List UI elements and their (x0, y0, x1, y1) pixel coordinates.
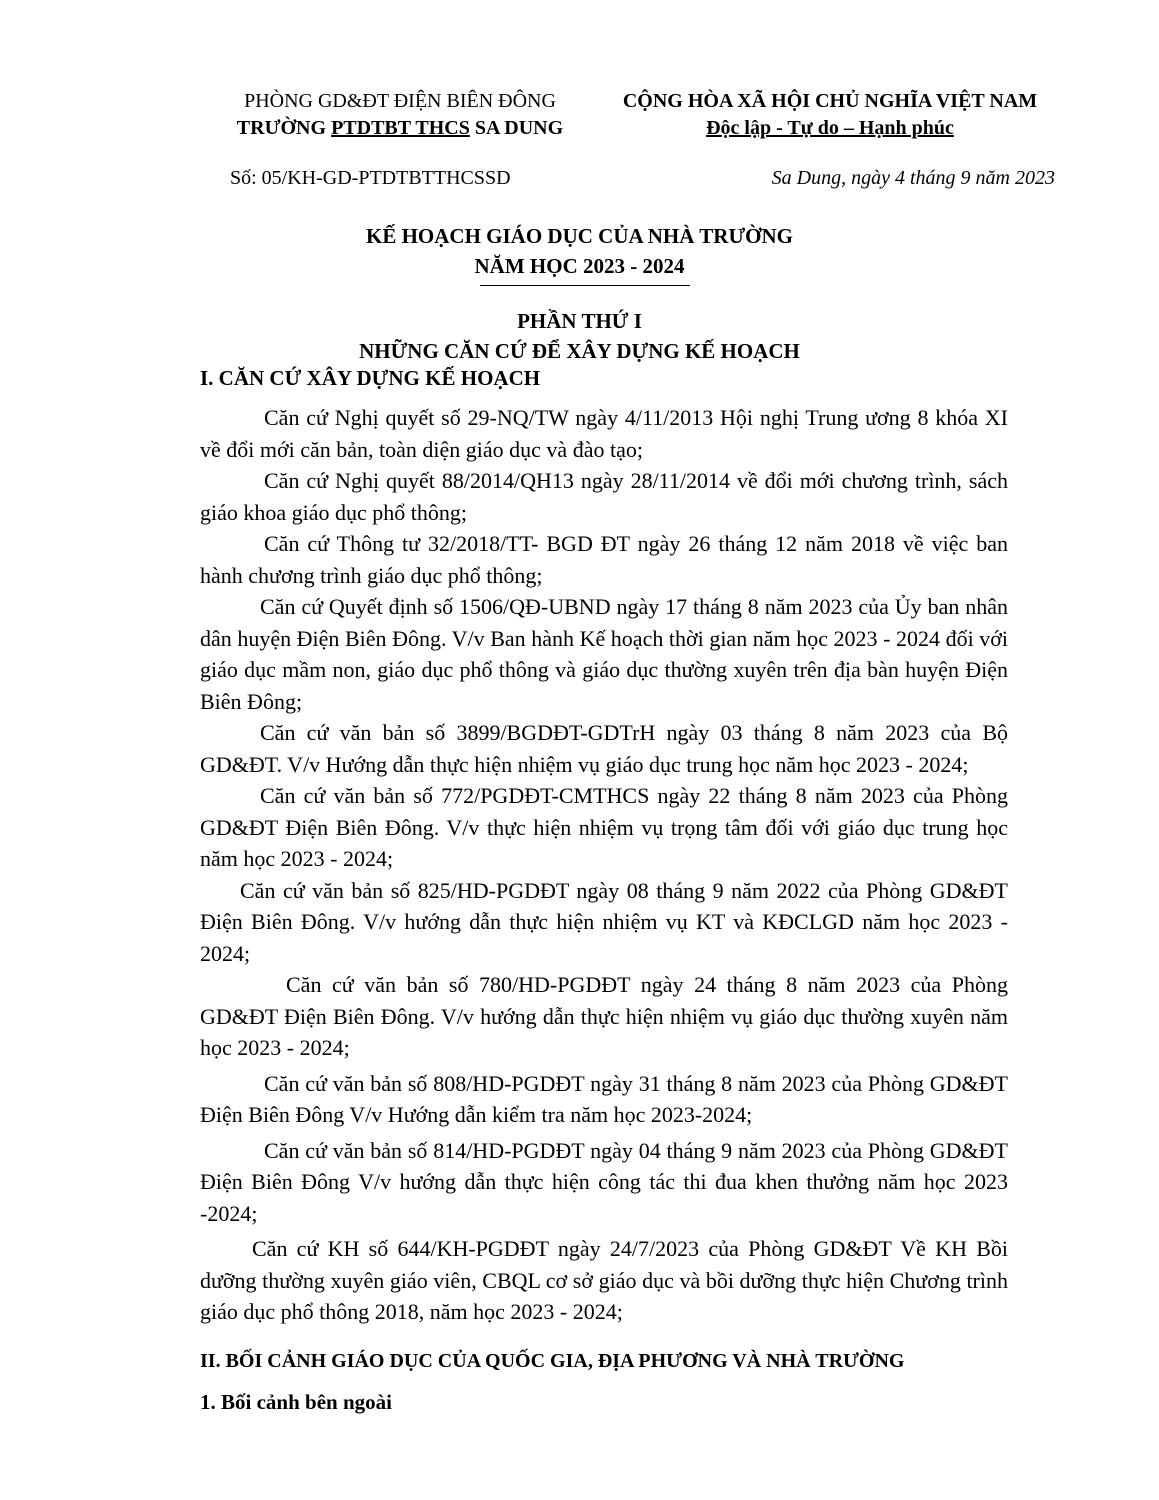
issuer-block (190, 88, 610, 142)
part-heading (0, 306, 1159, 366)
basis-paragraph: Căn cứ văn bản số 772/PGDĐT-CMTHCS ngày 22 tháng 8 năm 2023 của Phòng GD&ĐT Điện Biên Đông. V/v thực hiện nhiệm vụ trọng tâm đối với giáo dục trung học năm học 2023 - 2024; (200, 783, 1008, 871)
part-name: PHẦN THỨ I (517, 309, 642, 333)
agency-name: PHÒNG GD&ĐT ĐIỆN BIÊN ĐÔNG (244, 90, 556, 112)
basis-paragraph: Căn cứ văn bản số 3899/BGDĐT-GDTrH ngày 03 tháng 8 năm 2023 của Bộ GD&ĐT. V/v Hướng dẫn thực hiện nhiệm vụ giáo dục trung học năm học 2023 - 2024; (200, 720, 1008, 777)
basis-paragraph: Căn cứ văn bản số 780/HD-PGDĐT ngày 24 tháng 8 năm 2023 của Phòng GD&ĐT Điện Biên Đông. V/v hướng dẫn thực hiện nhiệm vụ giáo dục thường xuyên năm học 2023 - 2024; (200, 972, 1008, 1060)
section-1-body (200, 402, 1008, 1328)
school-prefix: TRƯỜNG (236, 117, 332, 139)
basis-paragraph: Căn cứ KH số 644/KH-PGDĐT ngày 24/7/2023 của Phòng GD&ĐT Về KH Bồi dưỡng thường xuyên giáo viên, CBQL cơ sở giáo dục và bồi dưỡng thực hiện Chương trình giáo dục phổ thông 2018, năm học 2023 - 2024; (200, 1236, 1008, 1324)
nation-name: CỘNG HÒA XÃ HỘI CHỦ NGHĨA VIỆT NAM (622, 90, 1038, 112)
basis-paragraph: Căn cứ văn bản số 808/HD-PGDĐT ngày 31 tháng 8 năm 2023 của Phòng GD&ĐT Điện Biên Đông V/v Hướng dẫn kiểm tra năm học 2023-2024; (200, 1070, 1008, 1127)
section-2-subheading: 1. Bối cảnh bên ngoài (200, 1390, 392, 1414)
title-line-2: NĂM HỌC 2023 - 2024 (474, 254, 685, 278)
title-line-1: KẾ HOẠCH GIÁO DỤC CỦA NHÀ TRƯỜNG (365, 224, 794, 248)
section-1-heading: I. CĂN CỨ XÂY DỰNG KẾ HOẠCH (200, 366, 541, 390)
school-abbrev: PTDTBT THCS (331, 117, 470, 139)
basis-paragraph: Căn cứ Nghị quyết 88/2014/QH13 ngày 28/11/2014 về đổi mới chương trình, sách giáo khoa giáo dục phổ thông; (200, 468, 1008, 525)
national-header (590, 88, 1070, 142)
title-underline (480, 285, 690, 286)
basis-paragraph: Căn cứ Thông tư 32/2018/TT- BGD ĐT ngày 26 tháng 12 năm 2018 về việc ban hành chương trình giáo dục phổ thông; (200, 531, 1008, 588)
motto (590, 115, 1070, 142)
motto-text: Độc lập - Tự do – Hạnh phúc (706, 117, 954, 139)
document-date: Sa Dung, ngày 4 tháng 9 năm 2023 (771, 167, 1055, 189)
basis-paragraph: Căn cứ văn bản số 825/HD-PGDĐT ngày 08 tháng 9 năm 2022 của Phòng GD&ĐT Điện Biên Đông. V/v hướng dẫn thực hiện nhiệm vụ KT và KĐCLGD năm học 2023 - 2024; (200, 877, 1008, 966)
basis-paragraph: Căn cứ Nghị quyết số 29-NQ/TW ngày 4/11/2013 Hội nghị Trung ương 8 khóa XI về đổi mới căn bản, toàn diện giáo dục và đào tạo; (200, 405, 1008, 462)
basis-paragraph: Căn cứ văn bản số 814/HD-PGDĐT ngày 04 tháng 9 năm 2023 của Phòng GD&ĐT Điện Biên Đông V/v hướng dẫn thực hiện công tác thi đua khen thưởng năm học 2023 -2024; (200, 1137, 1008, 1226)
document-number: Số: 05/KH-GD-PTDTBTTHCSSD (230, 167, 511, 189)
document-title (0, 221, 1159, 281)
section-2-heading: II. BỐI CẢNH GIÁO DỤC CỦA QUỐC GIA, ĐỊA PHƯƠNG VÀ NHÀ TRƯỜNG (200, 1350, 905, 1372)
part-title: NHỮNG CĂN CỨ ĐỂ XÂY DỰNG KẾ HOẠCH (359, 339, 800, 363)
school-suffix: SA DUNG (469, 117, 564, 139)
school-name (190, 115, 610, 142)
basis-paragraph: Căn cứ Quyết định số 1506/QĐ-UBND ngày 17 tháng 8 năm 2023 của Ủy ban nhân dân huyện Điện Biên Đông. V/v Ban hành Kế hoạch thời gian năm học 2023 - 2024 đối với giáo dục mầm non, giáo dục phổ thông và giáo dục thường xuyên trên địa bàn huyện Điện Biên Đông; (200, 594, 1008, 714)
